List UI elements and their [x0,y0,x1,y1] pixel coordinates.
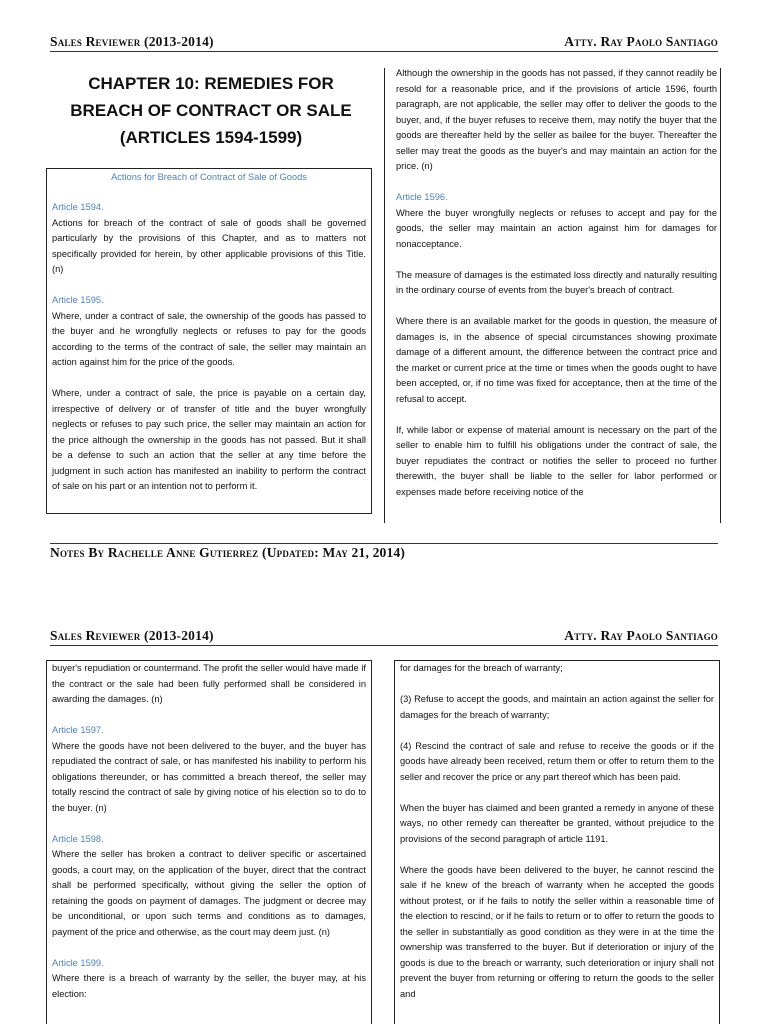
page1-left-box [46,168,372,514]
right-paragraph-1: Although the ownership in the goods has not passed, if they cannot readily be resold for a reasonable price, and if the provisions of article 1596, fourth paragraph, are not applicable, the seller may offer to deliver the goods to the buyer, and, if the buyer refuses to receive them, may notify the buyer that the goods are thereafter held by the seller as bailee for the buyer. Thereafter the seller may treat the goods as the buyer's and may maintain an action for the price. (n) [396,68,717,171]
page2-left-box [46,660,372,1024]
footer-rule [50,543,718,544]
page1-right-edge [720,68,721,523]
page1-header [50,32,718,52]
article-1598-heading: Article 1598. [52,833,104,844]
page2-right-paragraph-2: (3) Refuse to accept the goods, and maintain an action against the seller for damages for the breach of warranty; [400,694,714,720]
article-1599-text: Where there is a breach of warranty by the seller, the buyer may, at his election: [52,973,366,999]
page2-header [50,626,718,646]
page2-right-paragraph-4: When the buyer has claimed and been granted a remedy in anyone of these ways, no other remedy can thereafter be granted, without prejudice to the provisions of the second paragraph of article 1191. [400,802,714,844]
article-1597-text: Where the goods have not been delivered to the buyer, and the buyer has repudiated the contract of sale, or has manifested his inability to perform his obligations thereunder, or has committed a breach thereof, the seller may totally rescind the contract of sale by giving notice of his election so to do to the buyer. (n) [52,740,366,813]
article-1595-text-1: Where, under a contract of sale, the ownership of the goods has passed to the buyer and he wrongfully neglects or refuses to pay for the goods according to the terms of the contract of sale, the seller may maintain an action against him for the price of the goods. [52,310,366,367]
article-1594-text: Actions for breach of the contract of sale of goods shall be governed particularly by the provisions of this Chapter, and as to matters not specifically provided for herein, by other applicable provisions of this Title. (n) [52,217,366,274]
article-1596-text-3: Where there is an available market for the goods in question, the measure of damages is, in the absence of special circumstances showing proximate damage of a different amount, the difference between the contract price and the market or current price at the time or times when the goods ought to have been accepted, or, if no time was fixed for acceptance, then at the time of the refusal to accept. [396,316,717,404]
page1-right-divider [384,68,385,523]
header-left-title: Sales Reviewer (2013-2014) [50,34,214,49]
page2-right-paragraph-3: (4) Rescind the contract of sale and refuse to receive the goods or if the goods have already been received, return them or offer to return them to the seller and recover the price or any part thereof which has been paid. [400,740,714,782]
header-rule [50,51,718,52]
article-1596-text-4: If, while labor or expense of material amount is necessary on the part of the seller to enable him to fulfill his obligations under the contract of sale, the buyer repudiates the contract or notifies the seller to proceed no further therewith, the buyer shall be liable to the seller for labor performed or expenses made before receiving notice of the [396,424,717,497]
page2-right-box [394,660,720,1024]
article-1596-text-1: Where the buyer wrongfully neglects or refuses to accept and pay for the goods, the seller may maintain an action against him for damages for nonacceptance. [396,207,717,249]
article-1594-heading: Article 1594. [52,202,104,212]
article-1599-heading: Article 1599. [52,957,104,968]
article-1595-text-2: Where, under a contract of sale, the price is payable on a certain day, irrespective of delivery or of transfer of title and the buyer wrongfully neglects or refuses to pay such price, the seller may maintain an action for the price although the ownership in the goods has not passed. But it shall be a defense to such an action that the seller at any time before the judgment in such action has manifested an inability to perform the contract of sale on his part or an intention not to perform it. [52,388,366,491]
page1-footer [50,543,718,567]
header-right-author: Atty. Ray Paolo Santiago [564,34,718,49]
header-right-author: Atty. Ray Paolo Santiago [564,628,718,643]
article-1596-text-2: The measure of damages is the estimated loss directly and naturally resulting in the ordinary course of events from the buyer's breach of contract. [396,269,717,295]
page1-right-column [396,66,717,522]
page2-left-paragraph-1: buyer's repudiation or countermand. The profit the seller would have made if the contract or the sale had been fully performed shall be considered in awarding the damages. (n) [52,663,366,704]
article-1596-heading: Article 1596. [396,192,448,202]
footer-notes: Notes By Rachelle Anne Gutierrez (Updated: May 21, 2014) [50,545,406,560]
box-caption: Actions for Breach of Contract of Sale of Goods [111,172,307,182]
page2-right-paragraph-5: Where the goods have been delivered to the buyer, he cannot rescind the sale if he knew of the breach of warranty when he accepted the goods without protest, or if he fails to notify the seller within a reasonable time of the election to rescind, or if he fails to return or to offer to return the goods to the seller in substantially as good condition as they were in at the time the ownership was transferred to the buyer. But if deterioration or injury of the goods is due to the breach or warranty, such deterioration or injury shall not prevent the buyer from returning or offering to return the goods to the seller and [400,864,714,999]
header-rule [50,645,718,646]
page2-right-paragraph-1: for damages for the breach of warranty; [400,663,563,673]
chapter-title: CHAPTER 10: REMEDIES FOR BREACH OF CONTRACT OR SALE (ARTICLES 1594-1599) [70,74,352,147]
article-1597-heading: Article 1597. [52,725,104,735]
header-left-title: Sales Reviewer (2013-2014) [50,628,214,643]
article-1598-text: Where the seller has broken a contract to deliver specific or ascertained goods, a court may, on the application of the buyer, direct that the contract shall be performed specifically, without giving the seller the option of retaining the goods on payment of damages. The judgment or decree may be unconditional, or upon such terms and conditions as to damages, payment of the price and otherwise, as the court may deem just. (n) [52,849,366,937]
article-1595-heading: Article 1595. [52,295,104,305]
